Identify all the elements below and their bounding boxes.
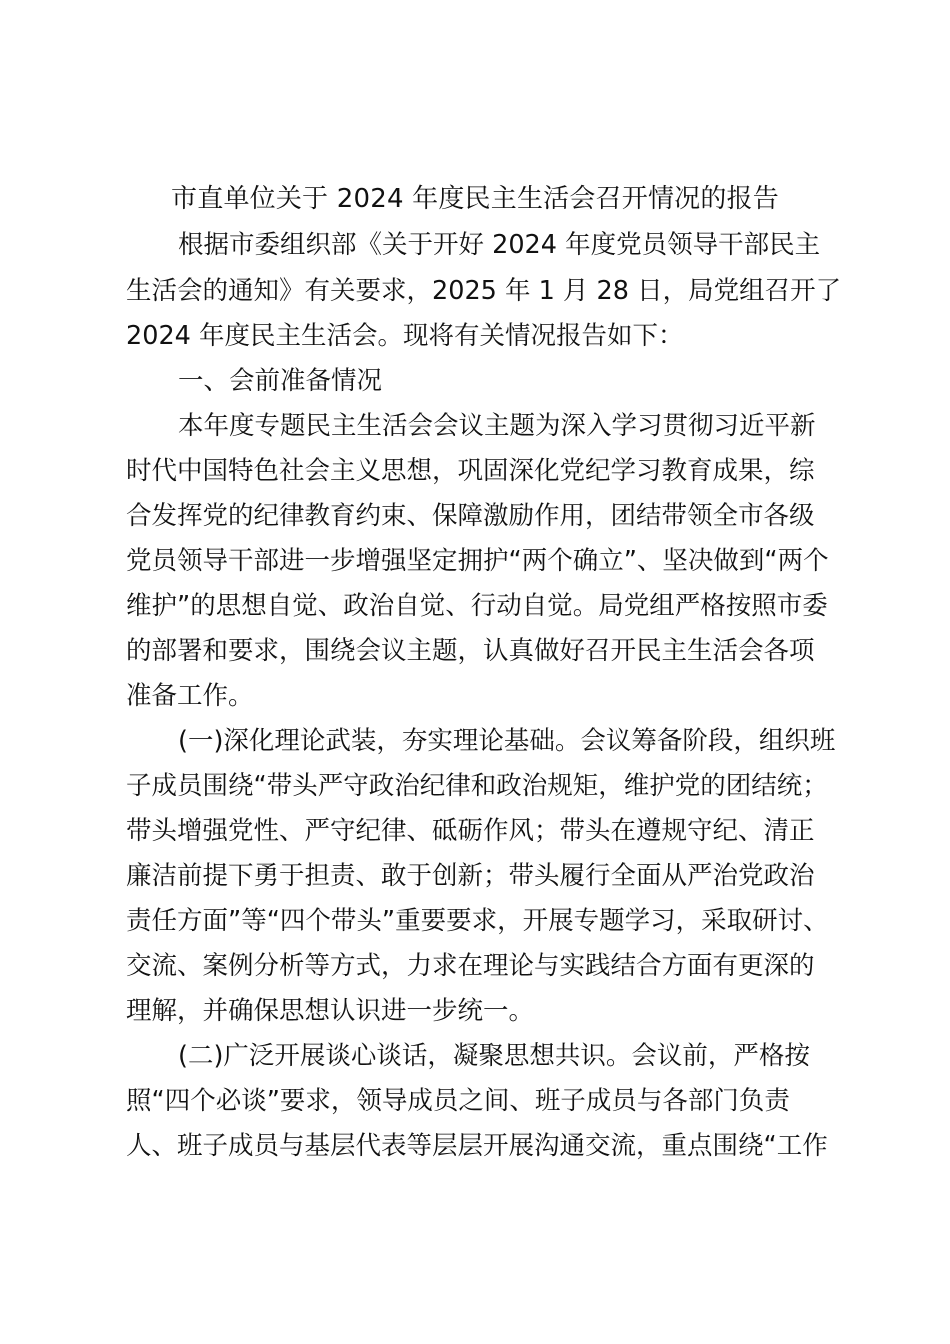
- paragraph-line: 廉洁前提下勇于担责、敢于创新；带头履行全面从严治党政治: [126, 861, 815, 891]
- paragraph-line: 责任方面”等“四个带头”重要要求，开展专题学习，采取研讨、: [126, 906, 829, 936]
- paragraph-line: 党员领导干部进一步增强坚定拥护“两个确立”、坚决做到“两个: [126, 546, 829, 576]
- subsection-line: (一)深化理论武装，夯实理论基础。会议筹备阶段，组织班: [178, 726, 836, 756]
- paragraph-line: 生活会的通知》有关要求，2025 年 1 月 28 日，局党组召开了: [126, 276, 842, 306]
- paragraph-line: 人、班子成员与基层代表等层层开展沟通交流，重点围绕“工作: [126, 1131, 828, 1161]
- paragraph-line: 子成员围绕“带头严守政治纪律和政治规矩，维护党的团结统；: [126, 771, 828, 801]
- paragraph-line: 的部署和要求，围绕会议主题，认真做好召开民主生活会各项: [126, 636, 815, 666]
- paragraph-line: 照“四个必谈”要求，领导成员之间、班子成员与各部门负责: [126, 1086, 790, 1116]
- paragraph-line: 准备工作。: [126, 681, 254, 711]
- paragraph-line: 合发挥党的纪律教育约束、保障激励作用，团结带领全市各级: [126, 501, 815, 531]
- paragraph-line: 维护”的思想自觉、政治自觉、行动自觉。局党组严格按照市委: [126, 591, 828, 621]
- paragraph-line: 交流、案例分析等方式，力求在理论与实践结合方面有更深的: [126, 951, 815, 981]
- paragraph-line: 本年度专题民主生活会会议主题为深入学习贯彻习近平新: [178, 411, 816, 441]
- section-heading: 一、会前准备情况: [178, 366, 383, 396]
- subsection-line: (二)广泛开展谈心谈话，凝聚思想共识。会议前，严格按: [178, 1041, 810, 1071]
- paragraph-line: 时代中国特色社会主义思想，巩固深化党纪学习教育成果，综: [126, 456, 815, 486]
- paragraph-line: 根据市委组织部《关于开好 2024 年度党员领导干部民主: [178, 230, 821, 260]
- paragraph-line: 2024 年度民主生活会。现将有关情况报告如下：: [126, 321, 684, 351]
- paragraph-line: 理解，并确保思想认识进一步统一。: [126, 996, 535, 1026]
- paragraph-line: 带头增强党性、严守纪律、砥砺作风；带头在遵规守纪、清正: [126, 816, 815, 846]
- document-title: 市直单位关于 2024 年度民主生活会召开情况的报告: [171, 184, 779, 214]
